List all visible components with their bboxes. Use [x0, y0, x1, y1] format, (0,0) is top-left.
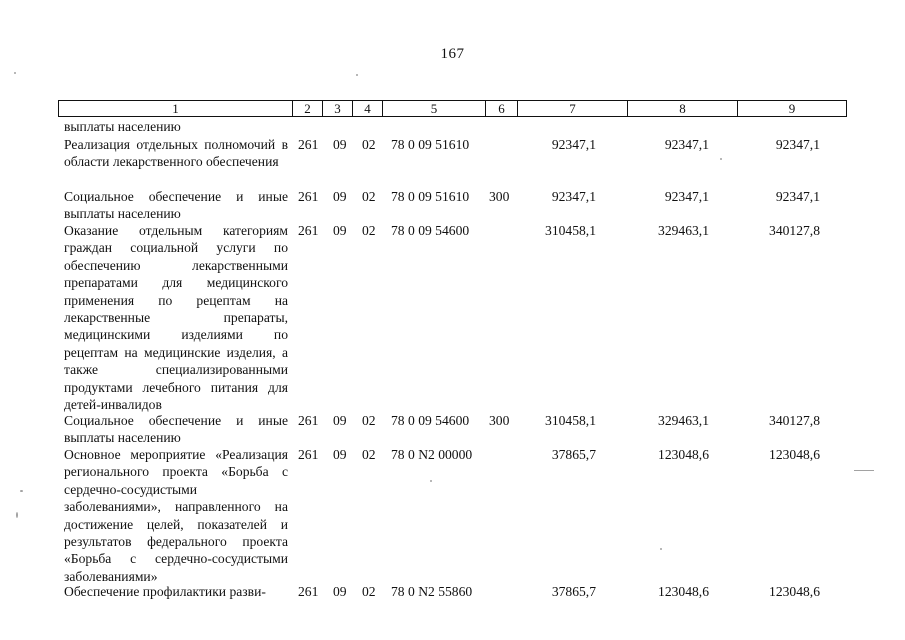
- row-name: Основное мероприятие «Реализация регионального проекта «Борьба с сердечно-сосудистыми заболеваниями», направленного на достижение целей, показателей и результатов федерального проекта «Борьба с сердечно-сосудистыми заболеваниями»: [64, 447, 288, 584]
- row-name: Социальное обеспечение и иные выплаты населению: [64, 413, 288, 446]
- table-header-row: [58, 100, 847, 117]
- row-c2: 261: [298, 584, 319, 599]
- row-c5: 78 0 09 51610: [391, 189, 470, 204]
- row-c4: 02: [362, 223, 376, 238]
- header-cell-8: 8: [627, 101, 737, 116]
- row-c7: 92347,1: [551, 137, 596, 152]
- row-c9: 92347,1: [775, 189, 820, 204]
- row-c2: 261: [298, 223, 319, 238]
- row-c6: 300: [489, 413, 510, 428]
- page-number: 167: [440, 46, 465, 62]
- scan-speck: [430, 480, 432, 482]
- row-c9: 340127,8: [769, 413, 820, 428]
- row-c7: 92347,1: [551, 189, 596, 204]
- scan-speck: [16, 512, 18, 518]
- row-c5: 78 0 09 54600: [391, 413, 470, 428]
- row-name: Социальное обеспечение и иные выплаты населению: [64, 189, 288, 222]
- row-name: Оказание отдельным категориям граждан социальной услуги по обеспечению лекарственными препаратами для медицинского применения по рецептам на лекарственные препараты, медицинскими изделиями по рецептам на медицинские изделия, а также специализированными продуктами лечебного питания для детей-инвалидов: [64, 223, 288, 413]
- row-name: Реализация отдельных полномочий в области лекарственного обеспечения: [64, 137, 288, 170]
- row-c3: 09: [333, 413, 347, 428]
- header-cell-4: 4: [352, 101, 382, 116]
- scan-speck: [20, 490, 23, 492]
- row-c5: 78 0 09 51610: [391, 137, 470, 152]
- scan-speck: [854, 470, 874, 471]
- row-c8: 329463,1: [658, 413, 709, 428]
- scan-speck: [356, 74, 358, 76]
- row-c5: 78 0 09 54600: [391, 223, 470, 238]
- row-c2: 261: [298, 447, 319, 462]
- row-c3: 09: [333, 584, 347, 599]
- row-c4: 02: [362, 447, 376, 462]
- row-c4: 02: [362, 413, 376, 428]
- row-c8: 123048,6: [658, 584, 709, 599]
- header-cell-1: 1: [172, 101, 179, 116]
- row-c9: 123048,6: [769, 584, 820, 599]
- row-c9: 92347,1: [775, 137, 820, 152]
- row-c2: 261: [298, 137, 319, 152]
- header-cell-7: 7: [517, 101, 627, 116]
- row-name: Обеспечение профилактики разви-: [64, 584, 266, 599]
- row-c6: 300: [489, 189, 510, 204]
- row-c7: 310458,1: [545, 223, 596, 238]
- row-c5: 78 0 N2 55860: [391, 584, 473, 599]
- row-c9: 340127,8: [769, 223, 820, 238]
- row-c3: 09: [333, 137, 347, 152]
- header-cell-2: 2: [292, 101, 322, 116]
- header-cell-5: 5: [382, 101, 485, 116]
- row-c3: 09: [333, 223, 347, 238]
- row-c7: 310458,1: [545, 413, 596, 428]
- row-c3: 09: [333, 189, 347, 204]
- row-c5: 78 0 N2 00000: [391, 447, 473, 462]
- row-c4: 02: [362, 189, 376, 204]
- row-c7: 37865,7: [551, 584, 596, 599]
- header-cell-9: 9: [737, 101, 846, 116]
- row-c8: 329463,1: [658, 223, 709, 238]
- scan-speck: [720, 158, 722, 160]
- row-c8: 92347,1: [664, 189, 709, 204]
- scan-speck: [660, 548, 662, 550]
- row-c8: 123048,6: [658, 447, 709, 462]
- scan-speck: [14, 72, 16, 74]
- row-c4: 02: [362, 137, 376, 152]
- row-c2: 261: [298, 189, 319, 204]
- row-c3: 09: [333, 447, 347, 462]
- row-c9: 123048,6: [769, 447, 820, 462]
- row-c4: 02: [362, 584, 376, 599]
- row-c8: 92347,1: [664, 137, 709, 152]
- row-c2: 261: [298, 413, 319, 428]
- row-c7: 37865,7: [551, 447, 596, 462]
- header-cell-3: 3: [322, 101, 352, 116]
- header-cell-6: 6: [485, 101, 517, 116]
- row-name: выплаты населению: [64, 119, 181, 134]
